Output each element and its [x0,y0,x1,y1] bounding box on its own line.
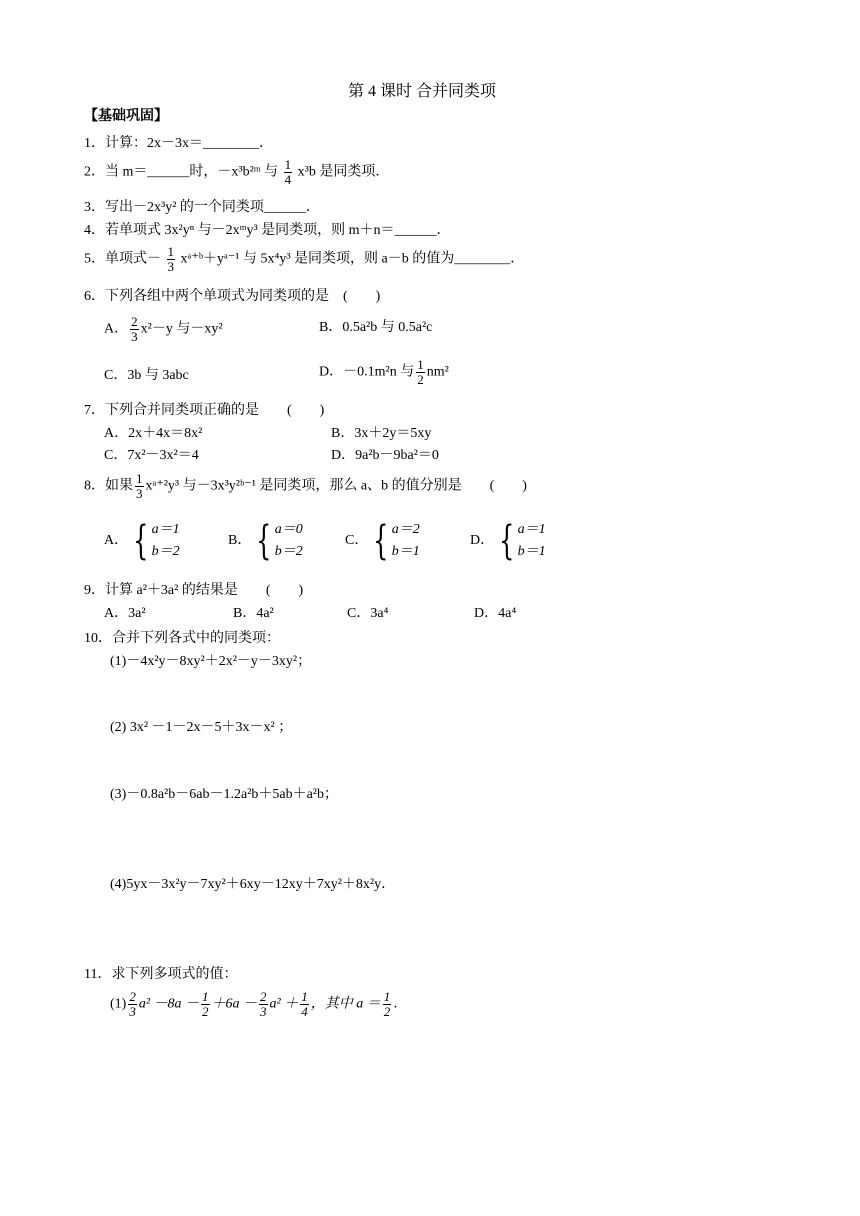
section-heading: 【基础巩固】 [84,109,168,124]
question-7-stem: 7．下列合并同类项正确的是 ( ) [84,403,325,418]
q9-option-b: B．4a² [233,606,274,621]
question-10-stem: 10．合并下列各式中的同类项： [84,631,280,646]
q6-a-fraction: $\frac{2}{3}$ [131,314,138,344]
page-title: 第 4 课时 合并同类项 [348,83,497,100]
q10-part-4: (4)5yx－3x²y－7xy²＋6xy－12xy＋7xy²＋8x²y． [110,877,396,892]
q9-option-a: A．3a² [104,606,146,621]
q9-option-d: D．4a⁴ [474,606,517,621]
q10-part-2: (2) 3x² －1－2x－5＋3x－x² ； [110,720,293,735]
q8-fraction: $\frac{1}{3}$ [136,471,143,501]
q9-option-c: C．3a⁴ [347,606,389,621]
question-8-stem: 8．如果 $\frac{1}{3}$ xᵃ⁺²y³ 与－3x³y²ᵇ⁻¹ 是同类项，那么 a、b 的值分别是 ( ) [84,471,527,501]
q8-option-d: D． { a＝1 b＝1 [470,518,546,564]
q11-frac-5: $\frac{1}{2}$ [383,989,391,1019]
q2-text-b: x³b 是同类项． [297,164,390,180]
q11-frac-3: $\frac{2}{3}$ [260,989,267,1019]
q2-fraction: $\frac{1}{4}$ [284,157,292,187]
q6-d-fraction: $\frac{1}{2}$ [417,357,424,387]
question-1: 1．计算：2x－3x＝________． [84,136,273,151]
q10-part-3: (3)－0.8a²b－6ab－1.2a²b＋5ab＋a²b； [110,787,338,802]
q11-frac-2: $\frac{1}{2}$ [202,989,209,1019]
q6-option-c: C．3b 与 3abc [104,368,189,383]
q8-option-b: B． { a＝0 b＝2 [228,518,303,564]
q6-option-a: A． $\frac{2}{3}$ x²－y 与－xy² [104,314,223,344]
q5-text-b: xᵃ⁺ᵇ＋yᵃ⁻¹ 与 5x⁴y³ 是同类项，则 a－b 的值为________． [180,251,525,267]
q7-option-b: B．3x＋2y＝5xy [331,426,432,441]
question-4: 4．若单项式 3x²yⁿ 与－2xᵐy³ 是同类项，则 m＋n＝______． [84,223,451,238]
q11-part-1: (1) $\frac{2}{3}$ a² －8a － $\frac{1}{2}$ ＋6a － $\frac{2}{3}$ a² ＋ $\frac{1}{4}$ ，其中 a ＝ $\frac{1}{2}$ ． [110,989,408,1019]
question-5 [84,245,524,274]
question-3: 3．写出－2x³y² 的一个同类项______． [84,200,320,215]
question-9-stem: 9．计算 a²＋3a² 的结果是 ( ) [84,583,304,598]
question-2 [84,158,389,187]
q6-option-b: B．0.5a²b 与 0.5a²c [319,320,433,335]
question-6-stem: 6．下列各组中两个单项式为同类项的是 ( ) [84,289,381,304]
q8-option-c: C． { a＝2 b＝1 [345,518,420,564]
q11-frac-1: $\frac{2}{3}$ [129,989,136,1019]
q11-frac-4: $\frac{1}{4}$ [301,989,308,1019]
q5-fraction: $\frac{1}{3}$ [167,244,174,274]
q2-text-a: 2．当 m＝______时，－x³b²ᵐ 与 [84,164,279,180]
q8-option-a: A． { a＝1 b＝2 [104,518,180,564]
q7-option-a: A．2x＋4x＝8x² [104,426,203,441]
q10-part-1: (1)－4x²y－8xy²＋2x²－y－3xy²； [110,654,312,669]
question-11-stem: 11．求下列多项式的值： [84,967,238,982]
q6-option-d: D．－0.1m²n 与 $\frac{1}{2}$ nm² [319,357,449,387]
q7-option-c: C．7x²－3x²＝4 [104,448,199,463]
q7-option-d: D．9a²b－9ba²＝0 [331,448,439,463]
q5-text-a: 5．单项式－ [84,251,161,267]
